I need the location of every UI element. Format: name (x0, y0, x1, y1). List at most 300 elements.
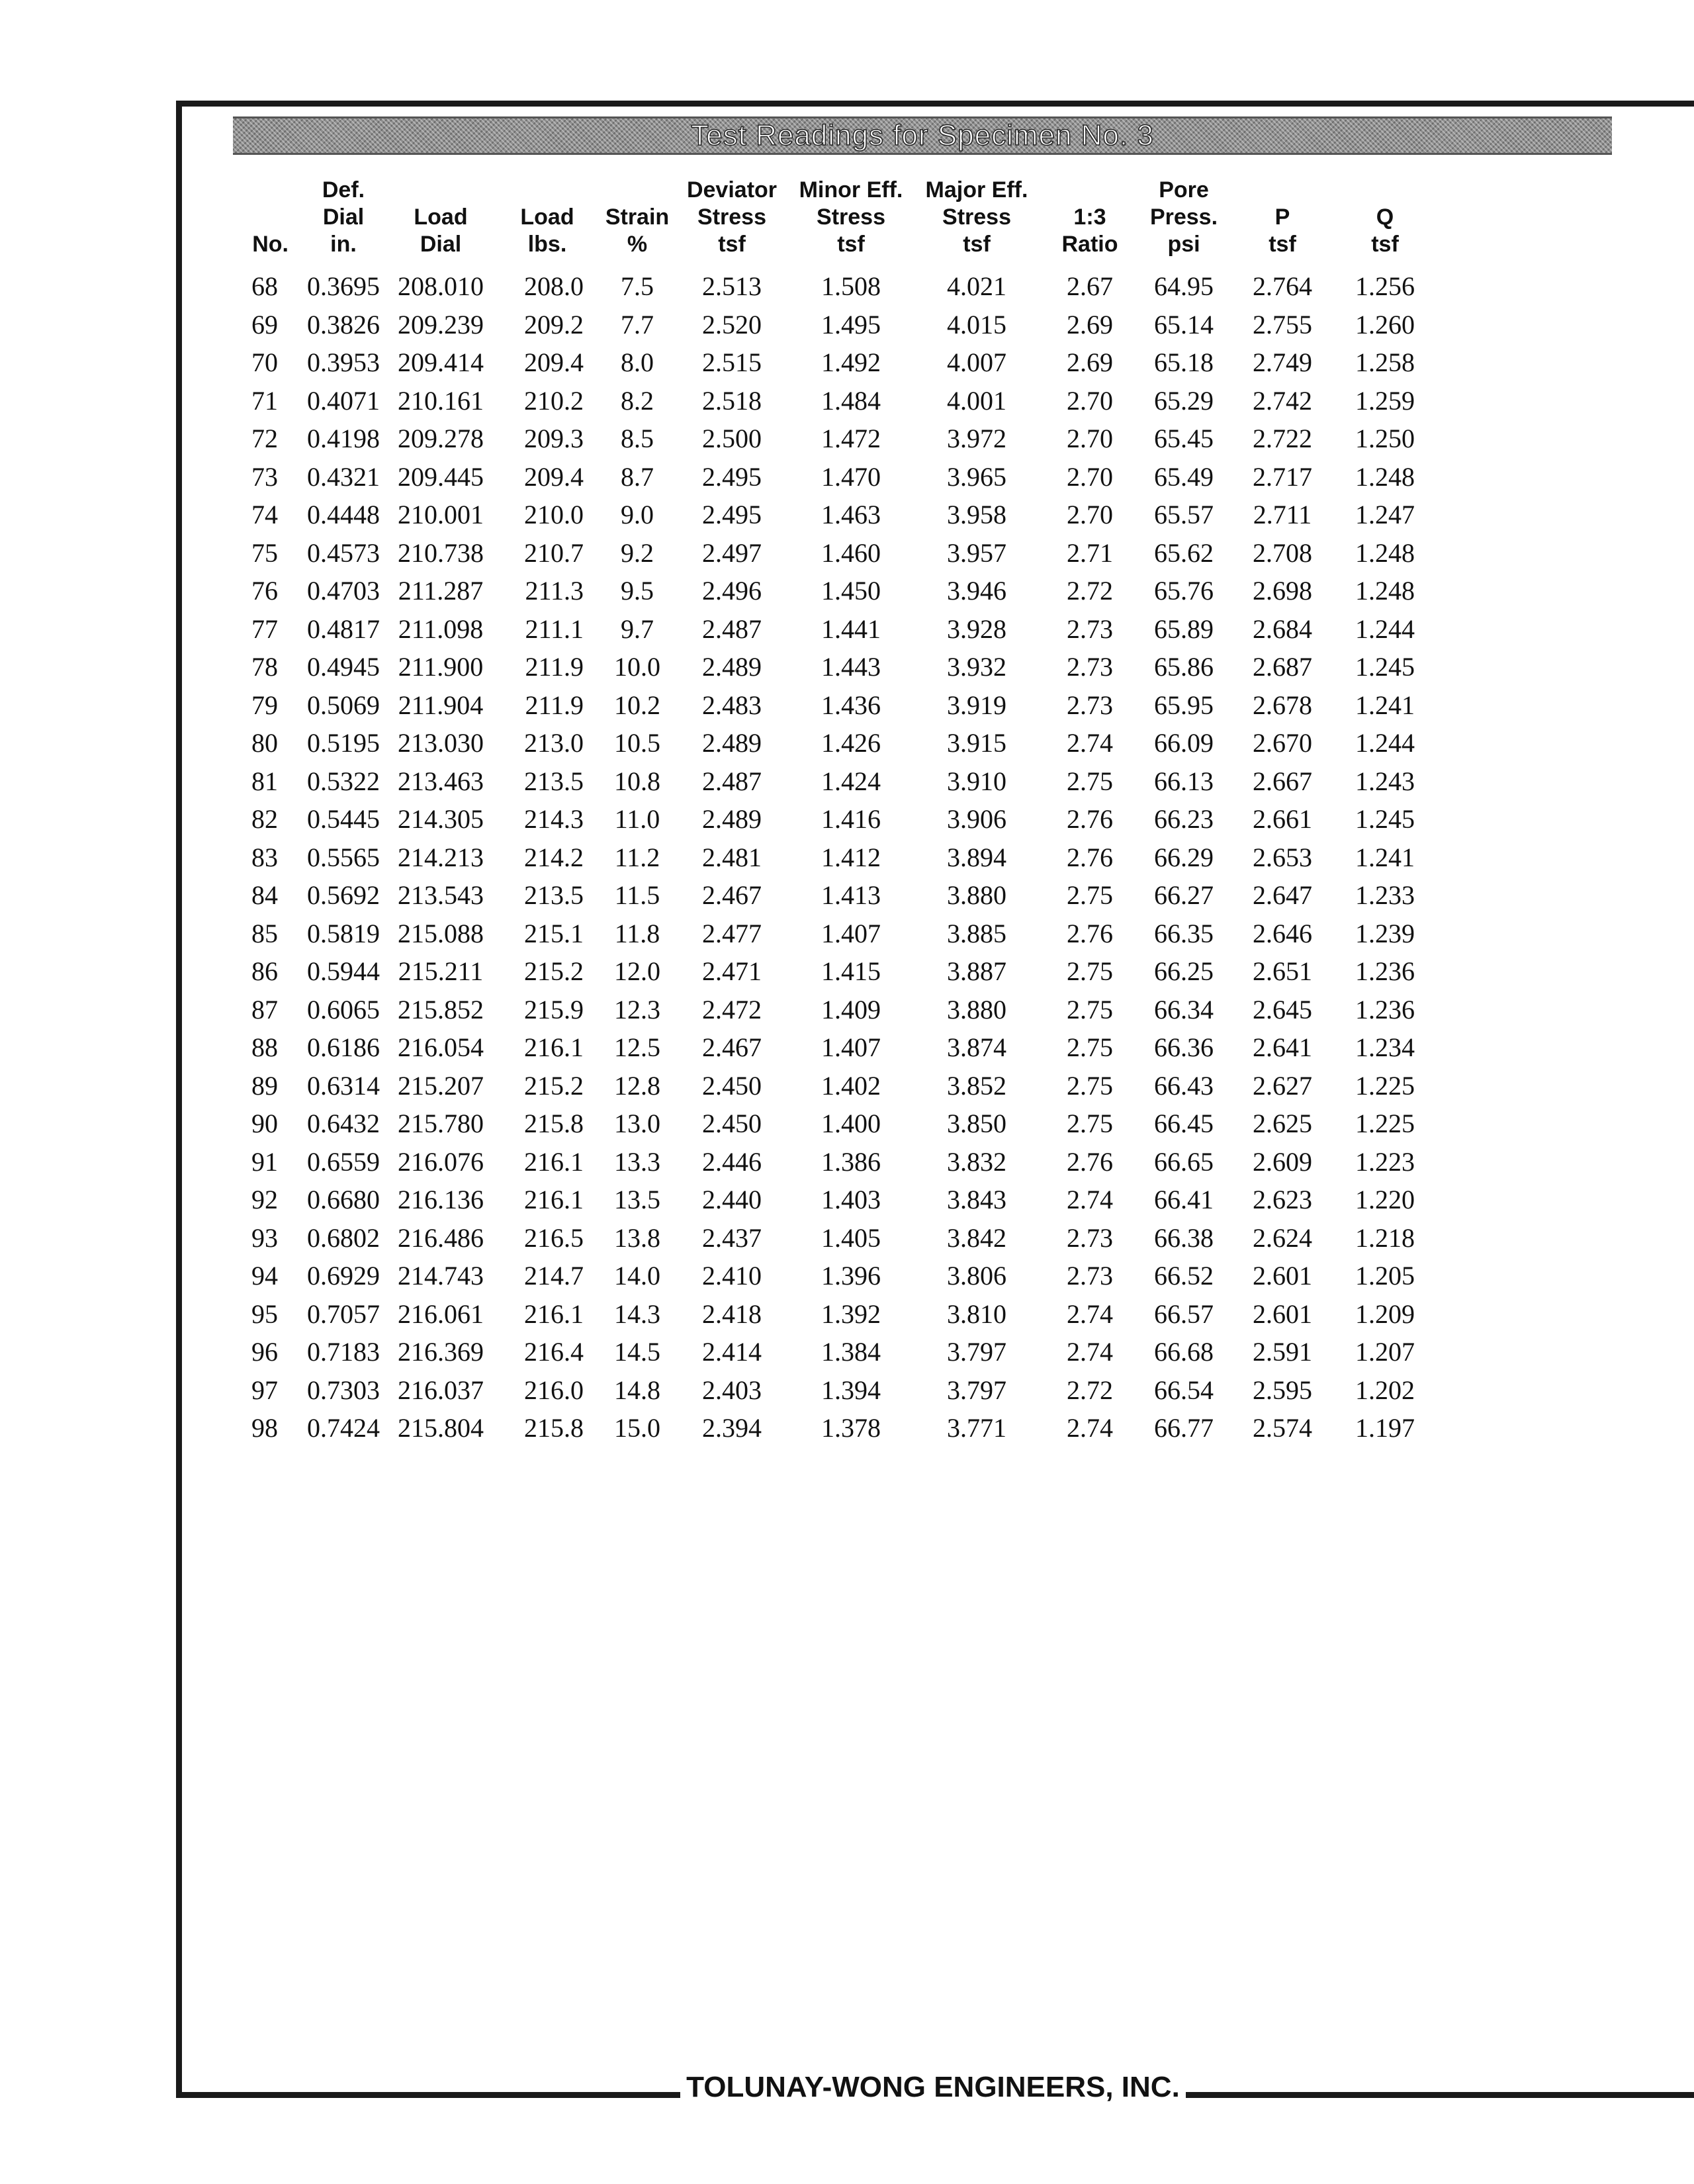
cell-no: 77 (251, 614, 278, 644)
cell-q: 1.236 (1355, 956, 1415, 986)
cell-ratio: 2.73 (1067, 1222, 1113, 1253)
cell-minor-eff-stress: 1.413 (821, 880, 881, 910)
cell-major-eff-stress: 3.910 (947, 766, 1006, 796)
cell-load-lbs: 216.0 (524, 1375, 584, 1405)
cell-minor-eff-stress: 1.472 (821, 424, 881, 453)
cell-def-dial: 0.5069 (307, 690, 380, 720)
cell-p: 2.749 (1253, 347, 1312, 377)
cell-load-dial: 213.543 (398, 880, 484, 910)
cell-load-dial: 216.369 (398, 1337, 484, 1367)
cell-minor-eff-stress: 1.492 (821, 347, 881, 377)
table-header-row (225, 171, 1436, 258)
cell-minor-eff-stress: 1.416 (821, 804, 881, 834)
cell-p: 2.653 (1253, 842, 1312, 872)
cell-q: 1.244 (1355, 614, 1415, 644)
cell-load-lbs: 213.5 (524, 880, 584, 910)
cell-pore-press: 65.14 (1154, 309, 1214, 340)
cell-p: 2.717 (1253, 461, 1312, 492)
cell-no: 94 (251, 1261, 278, 1291)
column-header-ratio: 1:3 Ratio (1061, 205, 1118, 257)
cell-load-lbs: 214.7 (524, 1261, 584, 1291)
cell-major-eff-stress: 3.932 (947, 652, 1006, 682)
cell-strain: 13.3 (614, 1146, 660, 1177)
cell-minor-eff-stress: 1.424 (821, 766, 881, 796)
cell-minor-eff-stress: 1.407 (821, 918, 881, 948)
cell-load-dial: 216.486 (398, 1222, 484, 1253)
cell-no: 98 (251, 1413, 278, 1443)
cell-def-dial: 0.7183 (307, 1337, 380, 1367)
table-row (225, 343, 1436, 382)
table-row (225, 1219, 1436, 1257)
cell-minor-eff-stress: 1.508 (821, 271, 881, 301)
cell-def-dial: 0.6065 (307, 994, 380, 1024)
cell-strain: 8.7 (621, 461, 654, 492)
cell-minor-eff-stress: 1.402 (821, 1070, 881, 1101)
cell-p: 2.591 (1253, 1337, 1312, 1367)
column-header-load-dial: Load Dial (414, 205, 468, 257)
cell-load-lbs: 215.8 (524, 1109, 584, 1138)
cell-load-lbs: 213.0 (524, 728, 584, 758)
cell-major-eff-stress: 3.965 (947, 461, 1006, 492)
cell-major-eff-stress: 3.797 (947, 1337, 1006, 1367)
cell-no: 70 (251, 347, 278, 377)
cell-deviator-stress: 2.446 (702, 1146, 762, 1177)
column-header-def-dial: Def. Dial in. (322, 177, 365, 257)
column-header-deviator-stress: Deviator Stress tsf (686, 177, 778, 257)
cell-ratio: 2.74 (1067, 1413, 1113, 1443)
cell-no: 90 (251, 1109, 278, 1138)
cell-strain: 8.0 (621, 347, 654, 377)
cell-load-dial: 215.804 (398, 1413, 484, 1443)
cell-no: 86 (251, 956, 278, 986)
cell-load-lbs: 210.2 (524, 385, 584, 416)
cell-major-eff-stress: 3.880 (947, 880, 1006, 910)
cell-def-dial: 0.6802 (307, 1222, 380, 1253)
cell-load-lbs: 209.4 (524, 461, 584, 492)
cell-load-dial: 209.278 (398, 424, 484, 453)
test-readings-table (225, 171, 1436, 1447)
cell-load-dial: 208.010 (398, 271, 484, 301)
cell-load-lbs: 210.0 (524, 500, 584, 529)
cell-pore-press: 66.09 (1154, 728, 1214, 758)
cell-p: 2.670 (1253, 728, 1312, 758)
cell-minor-eff-stress: 1.400 (821, 1109, 881, 1138)
cell-ratio: 2.75 (1067, 1070, 1113, 1101)
cell-pore-press: 66.57 (1154, 1298, 1214, 1329)
cell-major-eff-stress: 3.797 (947, 1375, 1006, 1405)
cell-ratio: 2.70 (1067, 461, 1113, 492)
cell-ratio: 2.70 (1067, 500, 1113, 529)
cell-major-eff-stress: 3.850 (947, 1109, 1006, 1138)
cell-major-eff-stress: 3.946 (947, 576, 1006, 606)
cell-q: 1.239 (1355, 918, 1415, 948)
cell-strain: 11.0 (614, 804, 660, 834)
cell-ratio: 2.73 (1067, 652, 1113, 682)
cell-strain: 14.8 (614, 1375, 660, 1405)
cell-major-eff-stress: 3.880 (947, 994, 1006, 1024)
cell-q: 1.225 (1355, 1109, 1415, 1138)
cell-minor-eff-stress: 1.495 (821, 309, 881, 340)
cell-p: 2.742 (1253, 385, 1312, 416)
cell-strain: 12.8 (614, 1070, 660, 1101)
cell-load-dial: 209.239 (398, 309, 484, 340)
cell-q: 1.241 (1355, 842, 1415, 872)
cell-minor-eff-stress: 1.386 (821, 1146, 881, 1177)
cell-deviator-stress: 2.481 (702, 842, 762, 872)
cell-deviator-stress: 2.437 (702, 1222, 762, 1253)
cell-load-dial: 215.852 (398, 994, 484, 1024)
cell-deviator-stress: 2.414 (702, 1337, 762, 1367)
cell-strain: 7.7 (621, 309, 654, 340)
cell-strain: 11.8 (614, 918, 660, 948)
cell-ratio: 2.74 (1067, 1185, 1113, 1214)
cell-def-dial: 0.5565 (307, 842, 380, 872)
cell-p: 2.625 (1253, 1109, 1312, 1138)
cell-minor-eff-stress: 1.415 (821, 956, 881, 986)
cell-strain: 12.3 (614, 994, 660, 1024)
table-row (225, 1257, 1436, 1295)
cell-minor-eff-stress: 1.396 (821, 1261, 881, 1291)
cell-ratio: 2.75 (1067, 880, 1113, 910)
cell-q: 1.241 (1355, 690, 1415, 720)
cell-def-dial: 0.5195 (307, 728, 380, 758)
cell-load-lbs: 211.9 (525, 652, 584, 682)
cell-no: 71 (251, 385, 278, 416)
cell-no: 84 (251, 880, 278, 910)
cell-major-eff-stress: 3.885 (947, 918, 1006, 948)
cell-pore-press: 66.41 (1154, 1185, 1214, 1214)
cell-deviator-stress: 2.467 (702, 880, 762, 910)
cell-no: 95 (251, 1298, 278, 1329)
cell-load-dial: 216.061 (398, 1298, 484, 1329)
cell-load-dial: 210.161 (398, 385, 484, 416)
cell-load-dial: 216.136 (398, 1185, 484, 1214)
cell-pore-press: 65.86 (1154, 652, 1214, 682)
cell-deviator-stress: 2.418 (702, 1298, 762, 1329)
cell-load-lbs: 216.1 (524, 1185, 584, 1214)
cell-p: 2.601 (1253, 1298, 1312, 1329)
cell-deviator-stress: 2.467 (702, 1032, 762, 1062)
cell-no: 97 (251, 1375, 278, 1405)
cell-def-dial: 0.3953 (307, 347, 380, 377)
cell-pore-press: 66.52 (1154, 1261, 1214, 1291)
cell-deviator-stress: 2.518 (702, 385, 762, 416)
cell-q: 1.248 (1355, 576, 1415, 606)
cell-load-dial: 210.001 (398, 500, 484, 529)
cell-p: 2.627 (1253, 1070, 1312, 1101)
cell-pore-press: 65.95 (1154, 690, 1214, 720)
cell-load-lbs: 209.4 (524, 347, 584, 377)
cell-load-dial: 215.211 (398, 956, 484, 986)
cell-ratio: 2.71 (1067, 537, 1113, 568)
cell-load-lbs: 210.7 (524, 537, 584, 568)
cell-ratio: 2.70 (1067, 385, 1113, 416)
cell-strain: 8.2 (621, 385, 654, 416)
cell-deviator-stress: 2.487 (702, 766, 762, 796)
cell-q: 1.205 (1355, 1261, 1415, 1291)
cell-minor-eff-stress: 1.384 (821, 1337, 881, 1367)
cell-ratio: 2.76 (1067, 918, 1113, 948)
column-header-p: P tsf (1269, 205, 1296, 257)
cell-load-lbs: 211.9 (525, 690, 584, 720)
table-row (225, 1028, 1436, 1067)
table-row (225, 267, 1436, 306)
table-row (225, 1181, 1436, 1219)
cell-deviator-stress: 2.450 (702, 1070, 762, 1101)
cell-pore-press: 65.76 (1154, 576, 1214, 606)
cell-def-dial: 0.5322 (307, 766, 380, 796)
cell-q: 1.248 (1355, 537, 1415, 568)
cell-minor-eff-stress: 1.484 (821, 385, 881, 416)
cell-p: 2.609 (1253, 1146, 1312, 1177)
cell-load-lbs: 215.1 (524, 918, 584, 948)
cell-def-dial: 0.7303 (307, 1375, 380, 1405)
cell-no: 88 (251, 1032, 278, 1062)
table-row (225, 534, 1436, 572)
cell-strain: 8.5 (621, 424, 654, 453)
cell-no: 93 (251, 1222, 278, 1253)
column-header-major-eff-stress: Major Eff. Stress tsf (925, 177, 1028, 257)
cell-ratio: 2.74 (1067, 1337, 1113, 1367)
table-row (225, 876, 1436, 915)
table-row (225, 800, 1436, 839)
cell-minor-eff-stress: 1.443 (821, 652, 881, 682)
column-header-load-lbs: Load lbs. (520, 205, 574, 257)
cell-load-dial: 215.780 (398, 1109, 484, 1138)
cell-def-dial: 0.5692 (307, 880, 380, 910)
cell-q: 1.207 (1355, 1337, 1415, 1367)
table-row (225, 420, 1436, 458)
cell-ratio: 2.72 (1067, 576, 1113, 606)
cell-deviator-stress: 2.471 (702, 956, 762, 986)
cell-pore-press: 65.18 (1154, 347, 1214, 377)
cell-ratio: 2.75 (1067, 994, 1113, 1024)
cell-minor-eff-stress: 1.441 (821, 614, 881, 644)
cell-def-dial: 0.4945 (307, 652, 380, 682)
cell-major-eff-stress: 3.842 (947, 1222, 1006, 1253)
cell-strain: 7.5 (621, 271, 654, 301)
cell-major-eff-stress: 3.894 (947, 842, 1006, 872)
cell-strain: 14.3 (614, 1298, 660, 1329)
cell-minor-eff-stress: 1.436 (821, 690, 881, 720)
cell-q: 1.223 (1355, 1146, 1415, 1177)
cell-load-dial: 211.904 (398, 690, 484, 720)
table-row (225, 1409, 1436, 1447)
cell-load-lbs: 214.3 (524, 804, 584, 834)
cell-load-lbs: 213.5 (524, 766, 584, 796)
cell-deviator-stress: 2.489 (702, 728, 762, 758)
cell-strain: 13.8 (614, 1222, 660, 1253)
cell-major-eff-stress: 3.806 (947, 1261, 1006, 1291)
cell-no: 73 (251, 461, 278, 492)
page-frame-bottom-rule-right (1186, 2092, 1694, 2098)
cell-major-eff-stress: 3.887 (947, 956, 1006, 986)
cell-def-dial: 0.6314 (307, 1070, 380, 1101)
cell-no: 91 (251, 1146, 278, 1177)
cell-p: 2.574 (1253, 1413, 1312, 1443)
table-body (225, 267, 1436, 1447)
cell-pore-press: 66.38 (1154, 1222, 1214, 1253)
cell-pore-press: 66.77 (1154, 1413, 1214, 1443)
cell-pore-press: 66.29 (1154, 842, 1214, 872)
cell-q: 1.259 (1355, 385, 1415, 416)
cell-no: 68 (251, 271, 278, 301)
table-row (225, 458, 1436, 496)
cell-p: 2.708 (1253, 537, 1312, 568)
cell-minor-eff-stress: 1.392 (821, 1298, 881, 1329)
cell-strain: 9.5 (621, 576, 654, 606)
cell-minor-eff-stress: 1.407 (821, 1032, 881, 1062)
table-row (225, 648, 1436, 686)
cell-strain: 10.0 (614, 652, 660, 682)
cell-def-dial: 0.7057 (307, 1298, 380, 1329)
cell-load-dial: 211.098 (398, 614, 484, 644)
cell-load-lbs: 216.1 (524, 1146, 584, 1177)
cell-major-eff-stress: 3.906 (947, 804, 1006, 834)
table-row (225, 1143, 1436, 1181)
cell-load-lbs: 209.2 (524, 309, 584, 340)
column-header-pore-press: Pore Press. psi (1149, 177, 1218, 257)
cell-pore-press: 66.35 (1154, 918, 1214, 948)
cell-no: 78 (251, 652, 278, 682)
cell-major-eff-stress: 4.001 (947, 385, 1006, 416)
table-row (225, 1105, 1436, 1143)
cell-deviator-stress: 2.497 (702, 537, 762, 568)
cell-deviator-stress: 2.496 (702, 576, 762, 606)
cell-strain: 14.5 (614, 1337, 660, 1367)
cell-q: 1.258 (1355, 347, 1415, 377)
cell-strain: 13.5 (614, 1185, 660, 1214)
cell-ratio: 2.69 (1067, 309, 1113, 340)
table-row (225, 572, 1436, 610)
cell-no: 85 (251, 918, 278, 948)
cell-p: 2.722 (1253, 424, 1312, 453)
cell-pore-press: 66.68 (1154, 1337, 1214, 1367)
cell-def-dial: 0.4448 (307, 500, 380, 529)
cell-load-lbs: 215.9 (524, 994, 584, 1024)
company-footer: TOLUNAY-WONG ENGINEERS, INC. (686, 2071, 1180, 2103)
cell-p: 2.646 (1253, 918, 1312, 948)
cell-q: 1.233 (1355, 880, 1415, 910)
cell-pore-press: 65.89 (1154, 614, 1214, 644)
table-row (225, 496, 1436, 534)
cell-load-lbs: 216.1 (524, 1032, 584, 1062)
cell-strain: 9.7 (621, 614, 654, 644)
cell-p: 2.624 (1253, 1222, 1312, 1253)
cell-p: 2.661 (1253, 804, 1312, 834)
cell-load-lbs: 215.8 (524, 1413, 584, 1443)
cell-deviator-stress: 2.495 (702, 461, 762, 492)
cell-no: 75 (251, 537, 278, 568)
cell-ratio: 2.74 (1067, 1298, 1113, 1329)
cell-ratio: 2.73 (1067, 614, 1113, 644)
cell-load-lbs: 211.3 (525, 576, 584, 606)
cell-no: 89 (251, 1070, 278, 1101)
table-row (225, 610, 1436, 649)
cell-major-eff-stress: 3.972 (947, 424, 1006, 453)
column-header-no: No. (252, 232, 289, 257)
table-row (225, 915, 1436, 953)
cell-strain: 14.0 (614, 1261, 660, 1291)
cell-load-dial: 210.738 (398, 537, 484, 568)
cell-def-dial: 0.7424 (307, 1413, 380, 1443)
cell-ratio: 2.74 (1067, 728, 1113, 758)
cell-p: 2.764 (1253, 271, 1312, 301)
cell-def-dial: 0.3695 (307, 271, 380, 301)
cell-def-dial: 0.6929 (307, 1261, 380, 1291)
cell-ratio: 2.75 (1067, 956, 1113, 986)
table-row (225, 686, 1436, 725)
cell-no: 83 (251, 842, 278, 872)
cell-def-dial: 0.4198 (307, 424, 380, 453)
cell-no: 76 (251, 576, 278, 606)
cell-pore-press: 65.45 (1154, 424, 1214, 453)
cell-pore-press: 65.49 (1154, 461, 1214, 492)
cell-strain: 13.0 (614, 1109, 660, 1138)
cell-load-lbs: 215.2 (524, 956, 584, 986)
cell-deviator-stress: 2.500 (702, 424, 762, 453)
cell-p: 2.623 (1253, 1185, 1312, 1214)
table-row (225, 952, 1436, 991)
cell-p: 2.755 (1253, 309, 1312, 340)
cell-no: 79 (251, 690, 278, 720)
cell-pore-press: 64.95 (1154, 271, 1214, 301)
cell-load-dial: 215.207 (398, 1070, 484, 1101)
column-header-minor-eff-stress: Minor Eff. Stress tsf (799, 177, 903, 257)
cell-q: 1.248 (1355, 461, 1415, 492)
cell-ratio: 2.69 (1067, 347, 1113, 377)
cell-load-dial: 211.900 (398, 652, 484, 682)
page-frame-bottom-rule-left (176, 2092, 680, 2098)
cell-pore-press: 65.29 (1154, 385, 1214, 416)
cell-ratio: 2.75 (1067, 766, 1113, 796)
cell-load-dial: 216.054 (398, 1032, 484, 1062)
cell-load-dial: 209.414 (398, 347, 484, 377)
cell-pore-press: 66.34 (1154, 994, 1214, 1024)
cell-ratio: 2.72 (1067, 1375, 1113, 1405)
cell-minor-eff-stress: 1.412 (821, 842, 881, 872)
cell-p: 2.687 (1253, 652, 1312, 682)
cell-major-eff-stress: 4.021 (947, 271, 1006, 301)
cell-deviator-stress: 2.495 (702, 500, 762, 529)
cell-def-dial: 0.4573 (307, 537, 380, 568)
cell-def-dial: 0.5819 (307, 918, 380, 948)
table-row (225, 306, 1436, 344)
cell-q: 1.250 (1355, 424, 1415, 453)
cell-p: 2.641 (1253, 1032, 1312, 1062)
cell-deviator-stress: 2.489 (702, 804, 762, 834)
cell-load-dial: 216.076 (398, 1146, 484, 1177)
cell-q: 1.243 (1355, 766, 1415, 796)
table-row (225, 1371, 1436, 1410)
cell-minor-eff-stress: 1.426 (821, 728, 881, 758)
cell-def-dial: 0.3826 (307, 309, 380, 340)
cell-q: 1.244 (1355, 728, 1415, 758)
cell-major-eff-stress: 3.874 (947, 1032, 1006, 1062)
cell-deviator-stress: 2.440 (702, 1185, 762, 1214)
cell-q: 1.256 (1355, 271, 1415, 301)
cell-pore-press: 66.36 (1154, 1032, 1214, 1062)
cell-pore-press: 66.65 (1154, 1146, 1214, 1177)
cell-def-dial: 0.5445 (307, 804, 380, 834)
cell-strain: 10.2 (614, 690, 660, 720)
cell-def-dial: 0.6432 (307, 1109, 380, 1138)
cell-ratio: 2.76 (1067, 1146, 1113, 1177)
cell-no: 96 (251, 1337, 278, 1367)
cell-p: 2.698 (1253, 576, 1312, 606)
cell-q: 1.247 (1355, 500, 1415, 529)
cell-q: 1.220 (1355, 1185, 1415, 1214)
